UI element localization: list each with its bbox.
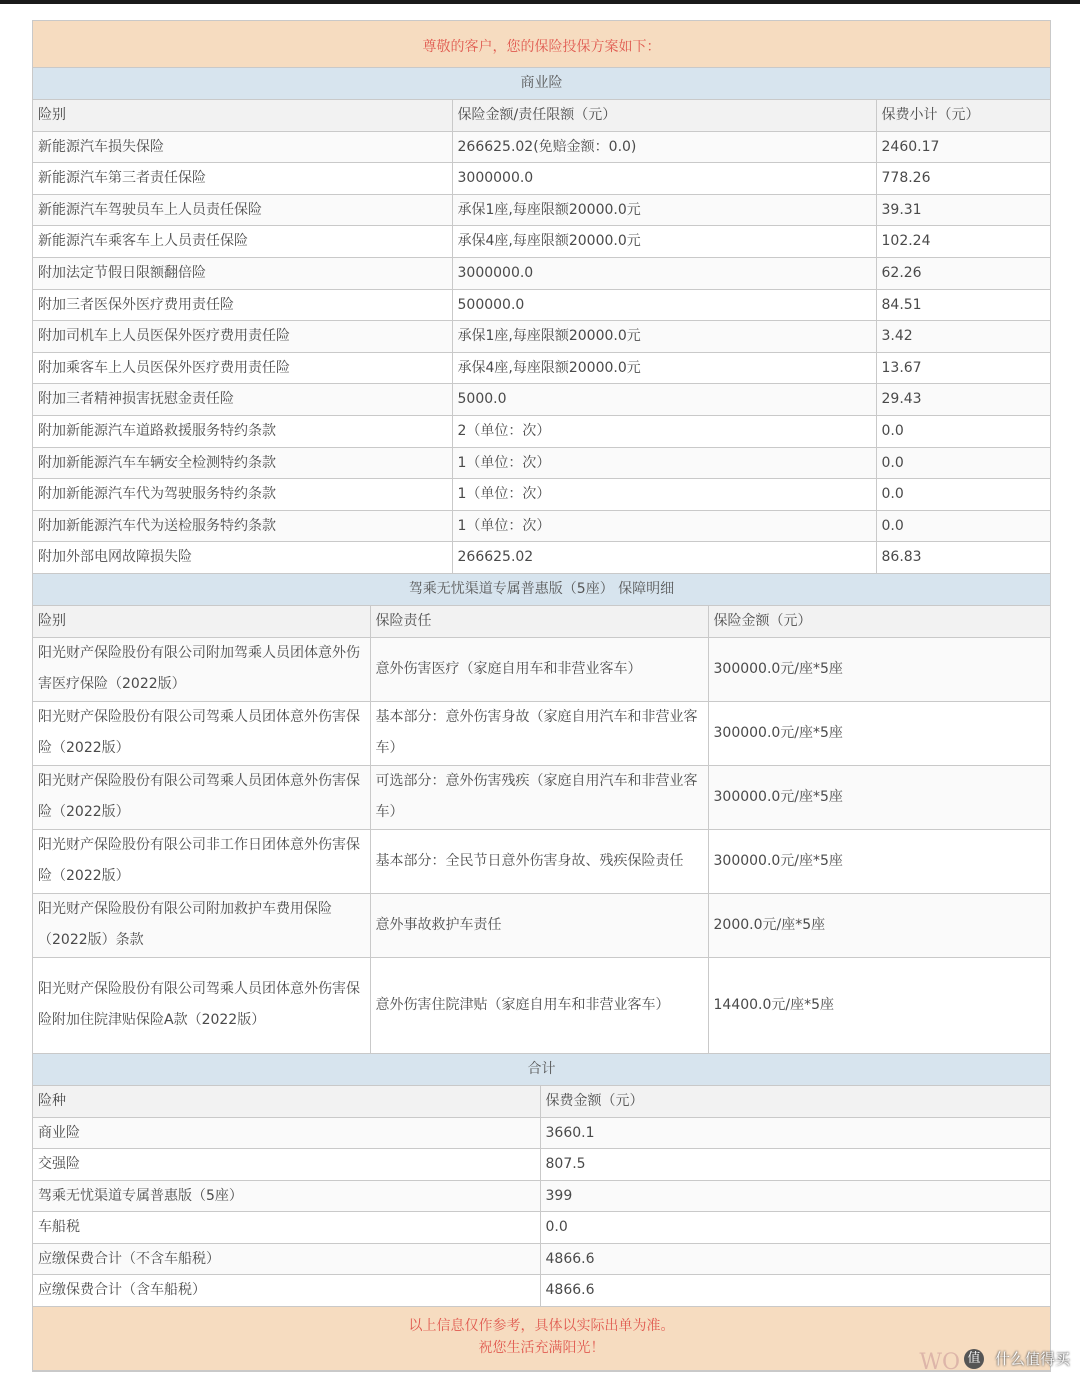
commercial-row (33, 447, 1050, 479)
commercial-cell: 266625.02 (452, 542, 876, 574)
commercial-row (33, 321, 1050, 353)
driver-plan-row (33, 893, 1050, 957)
driver-plan-cell: 基本部分：意外伤害身故（家庭自用汽车和非营业客车） (370, 701, 708, 765)
commercial-row (33, 257, 1050, 289)
driver-plan-cell: 可选部分：意外伤害残疾（家庭自用汽车和非营业客车） (370, 765, 708, 829)
total-row (33, 1275, 1050, 1307)
driver-plan-row (33, 765, 1050, 829)
commercial-cell: 附加司机车上人员医保外医疗费用责任险 (33, 321, 452, 353)
top-border (0, 0, 1080, 4)
driver-plan-cell: 14400.0元/座*5座 (708, 957, 1050, 1053)
commercial-header-row (33, 100, 1050, 131)
commercial-cell: 承保4座,每座限额20000.0元 (452, 352, 876, 384)
watermark-logo-icon: 值 (964, 1349, 984, 1369)
commercial-cell: 新能源汽车第三者责任保险 (33, 163, 452, 195)
commercial-cell: 1（单位：次） (452, 479, 876, 511)
total-row (33, 1180, 1050, 1212)
total-cell: 商业险 (33, 1117, 540, 1149)
commercial-cell: 62.26 (876, 257, 1050, 289)
driver-plan-cell: 300000.0元/座*5座 (708, 829, 1050, 893)
commercial-cell: 102.24 (876, 226, 1050, 258)
commercial-row (33, 289, 1050, 321)
total-table (33, 1086, 1050, 1307)
commercial-cell: 0.0 (876, 415, 1050, 447)
total-cell: 807.5 (540, 1149, 1050, 1181)
commercial-cell: 附加法定节假日限额翻倍险 (33, 257, 452, 289)
commercial-column-header: 保费小计（元） (876, 100, 1050, 131)
commercial-row (33, 479, 1050, 511)
section-title-total: 合计 (33, 1054, 1050, 1086)
commercial-cell: 2（单位：次） (452, 415, 876, 447)
section-title-commercial: 商业险 (33, 68, 1050, 100)
footer-notice (33, 1307, 1050, 1371)
commercial-cell: 3.42 (876, 321, 1050, 353)
driver-plan-cell: 阳光财产保险股份有限公司非工作日团体意外伤害保险（2022版） (33, 829, 370, 893)
commercial-cell: 新能源汽车驾驶员车上人员责任保险 (33, 194, 452, 226)
driver-plan-table (33, 606, 1050, 1054)
driver-plan-cell: 意外事故救护车责任 (370, 893, 708, 957)
total-row (33, 1243, 1050, 1275)
commercial-cell: 附加三者医保外医疗费用责任险 (33, 289, 452, 321)
commercial-cell: 附加乘客车上人员医保外医疗费用责任险 (33, 352, 452, 384)
commercial-cell: 新能源汽车损失保险 (33, 131, 452, 163)
commercial-row (33, 352, 1050, 384)
commercial-row (33, 542, 1050, 574)
commercial-cell: 0.0 (876, 479, 1050, 511)
commercial-cell: 附加新能源汽车车辆安全检测特约条款 (33, 447, 452, 479)
commercial-cell: 500000.0 (452, 289, 876, 321)
commercial-cell: 附加新能源汽车代为送检服务特约条款 (33, 510, 452, 542)
commercial-cell: 0.0 (876, 510, 1050, 542)
driver-plan-cell: 阳光财产保险股份有限公司驾乘人员团体意外伤害保险附加住院津贴保险A款（2022版） (33, 957, 370, 1053)
total-cell: 应缴保费合计（含车船税） (33, 1275, 540, 1307)
total-row (33, 1149, 1050, 1181)
driver-plan-cell: 阳光财产保险股份有限公司附加驾乘人员团体意外伤害医疗保险（2022版） (33, 637, 370, 701)
commercial-cell: 3000000.0 (452, 257, 876, 289)
commercial-table (33, 100, 1050, 574)
driver-plan-cell: 意外伤害住院津贴（家庭自用车和非营业客车） (370, 957, 708, 1053)
total-cell: 应缴保费合计（不含车船税） (33, 1243, 540, 1275)
commercial-column-header: 险别 (33, 100, 452, 131)
driver-plan-cell: 基本部分：全民节日意外伤害身故、残疾保险责任 (370, 829, 708, 893)
commercial-cell: 266625.02(免赔金额：0.0) (452, 131, 876, 163)
commercial-cell: 附加外部电网故障损失险 (33, 542, 452, 574)
commercial-row (33, 415, 1050, 447)
total-cell: 4866.6 (540, 1243, 1050, 1275)
commercial-cell: 新能源汽车乘客车上人员责任保险 (33, 226, 452, 258)
commercial-cell: 附加三者精神损害抚慰金责任险 (33, 384, 452, 416)
commercial-row (33, 194, 1050, 226)
commercial-row (33, 131, 1050, 163)
commercial-cell: 84.51 (876, 289, 1050, 321)
total-cell: 4866.6 (540, 1275, 1050, 1307)
commercial-cell: 778.26 (876, 163, 1050, 195)
driver-plan-cell: 意外伤害医疗（家庭自用车和非营业客车） (370, 637, 708, 701)
total-column-header: 险种 (33, 1086, 540, 1117)
footer-notice-line2: 祝您生活充满阳光！ (478, 1340, 605, 1357)
commercial-cell: 1（单位：次） (452, 510, 876, 542)
total-cell: 399 (540, 1180, 1050, 1212)
total-column-header: 保费金额（元） (540, 1086, 1050, 1117)
commercial-cell: 2460.17 (876, 131, 1050, 163)
commercial-cell: 39.31 (876, 194, 1050, 226)
commercial-cell: 附加新能源汽车代为驾驶服务特约条款 (33, 479, 452, 511)
total-row (33, 1117, 1050, 1149)
driver-plan-header-row (33, 606, 1050, 638)
commercial-cell: 承保1座,每座限额20000.0元 (452, 321, 876, 353)
driver-plan-column-header: 险别 (33, 606, 370, 638)
driver-plan-cell: 2000.0元/座*5座 (708, 893, 1050, 957)
driver-plan-cell: 阳光财产保险股份有限公司驾乘人员团体意外伤害保险（2022版） (33, 701, 370, 765)
header-notice: 尊敬的客户，您的保险投保方案如下： (33, 21, 1050, 68)
commercial-row (33, 226, 1050, 258)
driver-plan-row (33, 957, 1050, 1053)
watermark-site: 什么值得买 (994, 1350, 1070, 1368)
commercial-cell: 3000000.0 (452, 163, 876, 195)
commercial-cell: 86.83 (876, 542, 1050, 574)
commercial-cell: 5000.0 (452, 384, 876, 416)
driver-plan-cell: 阳光财产保险股份有限公司驾乘人员团体意外伤害保险（2022版） (33, 765, 370, 829)
insurance-quote-sheet (32, 20, 1051, 1372)
commercial-cell: 承保4座,每座限额20000.0元 (452, 226, 876, 258)
driver-plan-row (33, 829, 1050, 893)
commercial-cell: 承保1座,每座限额20000.0元 (452, 194, 876, 226)
driver-plan-cell: 阳光财产保险股份有限公司附加救护车费用保险（2022版）条款 (33, 893, 370, 957)
commercial-cell: 13.67 (876, 352, 1050, 384)
total-cell: 交强险 (33, 1149, 540, 1181)
commercial-cell: 1（单位：次） (452, 447, 876, 479)
commercial-cell: 附加新能源汽车道路救援服务特约条款 (33, 415, 452, 447)
driver-plan-column-header: 保险责任 (370, 606, 708, 638)
commercial-cell: 0.0 (876, 447, 1050, 479)
footer-notice-line1: 以上信息仅作参考，具体以实际出单为准。 (408, 1318, 675, 1335)
driver-plan-row (33, 701, 1050, 765)
total-cell: 驾乘无忧渠道专属普惠版（5座） (33, 1180, 540, 1212)
driver-plan-cell: 300000.0元/座*5座 (708, 637, 1050, 701)
commercial-row (33, 384, 1050, 416)
commercial-cell: 29.43 (876, 384, 1050, 416)
driver-plan-column-header: 保险金额（元） (708, 606, 1050, 638)
driver-plan-cell: 300000.0元/座*5座 (708, 765, 1050, 829)
commercial-row (33, 163, 1050, 195)
watermark-brand: WO (919, 1350, 960, 1375)
total-row (33, 1212, 1050, 1244)
section-title-driver-plan: 驾乘无忧渠道专属普惠版（5座） 保障明细 (33, 574, 1050, 606)
driver-plan-row (33, 637, 1050, 701)
total-header-row (33, 1086, 1050, 1117)
total-cell: 3660.1 (540, 1117, 1050, 1149)
driver-plan-cell: 300000.0元/座*5座 (708, 701, 1050, 765)
commercial-row (33, 510, 1050, 542)
total-cell: 车船税 (33, 1212, 540, 1244)
commercial-column-header: 保险金额/责任限额（元） (452, 100, 876, 131)
total-cell: 0.0 (540, 1212, 1050, 1244)
